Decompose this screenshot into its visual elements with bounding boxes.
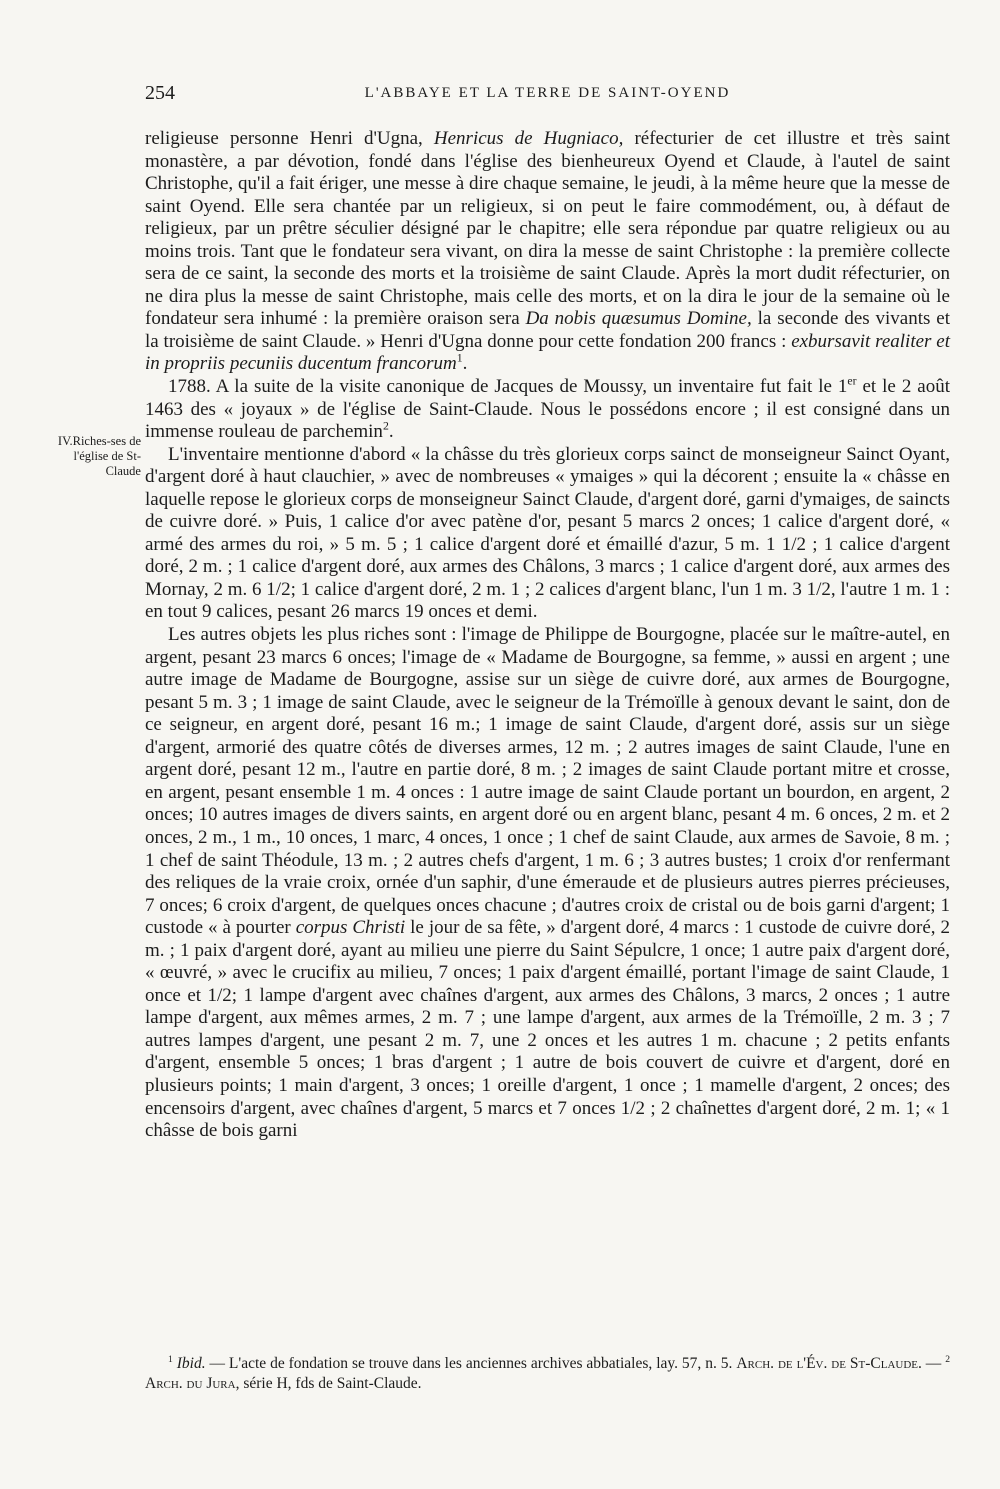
main-text <box>145 128 950 1143</box>
footnotes <box>145 1354 950 1394</box>
footnote-2-marker: 2 <box>945 1353 951 1365</box>
footnote-1-marker: 1 <box>168 1353 173 1365</box>
footnote-ref-2[interactable]: 2 <box>382 419 389 433</box>
archive-source-2: Arch. du Jura, <box>145 1375 240 1392</box>
latin-phrase: Da nobis quæsumus Domine, <box>525 308 752 330</box>
archive-source-1: Arch. de l'Év. de St-Claude. <box>736 1355 922 1372</box>
page-number: 254 <box>145 82 175 104</box>
running-title: L'ABBAYE ET LA TERRE DE SAINT-OYEND <box>364 85 731 101</box>
margin-note: IV.Riches-ses de l'église de St-Claude <box>57 434 141 478</box>
running-header <box>145 82 950 106</box>
paragraph-4: Les autres objets les plus riches sont : l'image de Philippe de Bourgogne, placée sur le maître-autel, en argent, pesant 23 marcs 6 onces; l'image de « Madame de Bourgogne, sa femme, » aussi en argent ; une autre image de Madame de Bourgogne, assise sur un siège de cuivre doré, aux armes de Bourgogne, pesant 5 m. 3 ; 1 image de saint Claude, avec le seigneur de la Trémoïlle à genoux devant le saint, don de ce seigneur, en argent doré, pesant 16 m.; 1 image de saint Claude, d'argent doré, assis sur un siège d'argent, armorié des quatre côtés de diverses armes, 12 m. ; 2 autres images de saint Claude, l'une en argent doré, pesant 12 m., l'autre en partie doré, 8 m. ; 2 images de saint Claude portant mitre et crosse, en argent, pesant ensemble 1 m. 4 onces : 1 autre image de saint Claude portant un bourdon, en argent, 2 onces; 10 autres images de divers saints, en argent doré ou en argent blanc, pesant 4 m. 6 onces, 2 m. et 2 onces, 2 m., 1 m., 10 onces, 1 marc, 4 onces, 1 once ; 1 chef de saint Claude, aux armes de Savoie, 8 m. ; 1 chef de saint Théodule, 13 m. ; 2 autres chefs d'argent, 1 m. 6 ; 3 autres bustes; 1 croix d'or renfermant des reliques de la vraie croix, ornée d'un saphir, d'une émeraude et de plusieurs autres pierres précieuses, 7 onces; 6 croix d'argent, de quelques onces chacune ; d'autres croix de cristal ou de bois garni d'argent; 1 custode « à pourter corpus Christi le jour de sa fête, » d'argent doré, 4 marcs : 1 custode de cuivre doré, 2 m. ; 1 paix d'argent doré, ayant au milieu une pierre du Saint Sépulcre, 1 once; 1 autre paix d'argent doré, « œuvré, » avec le crucifix au milieu, 7 onces; 1 paix d'argent émaillé, portant l'image de saint Claude, 1 once et 1/2; 1 lampe d'argent avec chaînes d'argent, aux armes des Châlons, 3 marcs, 2 onces ; 1 autre lampe d'argent, aux mêmes armes, 2 m. 7 ; une lampe d'argent, aux armes de la Trémoïlle, 2 m. 3 ; 7 autres lampes d'argent, une pesant 2 m. 7, une 2 onces et les autres 1 m. chacune ; 2 petits enfants d'argent, ensemble 5 onces; 1 bras d'argent ; 1 autre de bois couvert de cuivre et d'argent, doré en plusieurs points; 1 main d'argent, 3 onces; 1 oreille d'argent, 1 once ; 1 mamelle d'argent, 2 onces; des encensoirs d'argent, avec chaînes d'argent, 5 marcs et 7 onces 1/2 ; 2 chaînettes d'argent doré, 2 m. 1; « 1 châsse de bois garni <box>145 624 951 1142</box>
latin-phrase: Henricus de Hugniaco, <box>433 128 624 149</box>
latin-phrase: exbursavit realiter et in propriis pecuniis ducentum francorum <box>145 330 950 375</box>
paragraph-1: religieuse personne Henri d'Ugna, Henricus de Hugniaco, réfecturier de cet illustre et très saint monastère, a par dévotion, fondé dans l'église des bienheureux Oyend et Claude, à l'autel de saint Christophe, qu'il a fait ériger, une messe à dire chaque semaine, le jeudi, à la même heure que la messe de saint Oyend. Elle sera chantée par un religieux, si on peut le faire commodément, ou, à défaut de religieux, par un prêtre séculier désigné par le chapitre; elle sera répondue par quatre religieux ou au moins trois. Tant que le fondateur sera vivant, on dira la messe de saint Christophe : la première collecte sera de ce saint, la seconde des morts et la troisième de saint Claude. Après la mort dudit réfecturier, on ne dira plus la messe de saint Christophe, mais celle des morts, et on la dira le jour de la semaine où le fondateur sera inhumé : la première oraison sera Da nobis quæsumus Domine, la seconde des vivants et la troisième de saint Claude. » Henri d'Ugna donne pour cette fondation 200 francs : exbursavit realiter et in propriis pecuniis ducentum francorum$^1$. <box>145 128 951 375</box>
paragraph-2: 1788. A la suite de la visite canonique de Jacques de Moussy, un inventaire fut fait le 1er et le 2 août 1463 des « joyaux » de l'église de Saint-Claude. Nous le possédons encore ; il est consigné dans un immense rouleau de parchemin$^2$. <box>145 374 950 443</box>
footnote-ref-1[interactable]: 1 <box>456 352 463 366</box>
paragraph-3: L'inventaire mentionne d'abord « la châsse du très glorieux corps sainct de monseigneur Sainct Oyant, d'argent doré à haut clauchier, » avec de nombreuses « ymaiges » qui la décorent ; ensuite la « châsse en laquelle repose le glorieux corps de monseigneur Sainct Claude, d'argent doré, garni d'ymaiges, de saincts de cuivre doré. » Puis, 1 calice d'or avec patène d'or, pesant 5 marcs 2 onces; 1 calice d'argent doré, « armé des armes du roi, » 5 m. 5 ; 1 calice d'argent doré et émaillé d'azur, 5 m. 1 1/2 ; 1 calice d'argent doré, 2 m. ; 1 calice d'argent doré, aux armes des Châlons, 3 marcs ; 1 calice d'argent doré, aux armes des Mornay, 2 m. 6 1/2; 1 calice d'argent doré, 2 m. 1 ; 2 calices d'argent blanc, l'un 1 m. 3 1/2, l'autre 1 m. 1 : en tout 9 calices, pesant 26 marcs 19 onces et demi. <box>145 443 950 623</box>
footnote-line: $^1$ Ibid. — L'acte de fondation se trouve dans les anciennes archives abbatiales, lay. 57, n. 5. Arch. de l'Év. de St-Claude. — $^2$ Arch. du Jura, série H, fds de Saint-Claude. <box>145 1353 951 1392</box>
latin-phrase: corpus Christi <box>295 917 406 939</box>
